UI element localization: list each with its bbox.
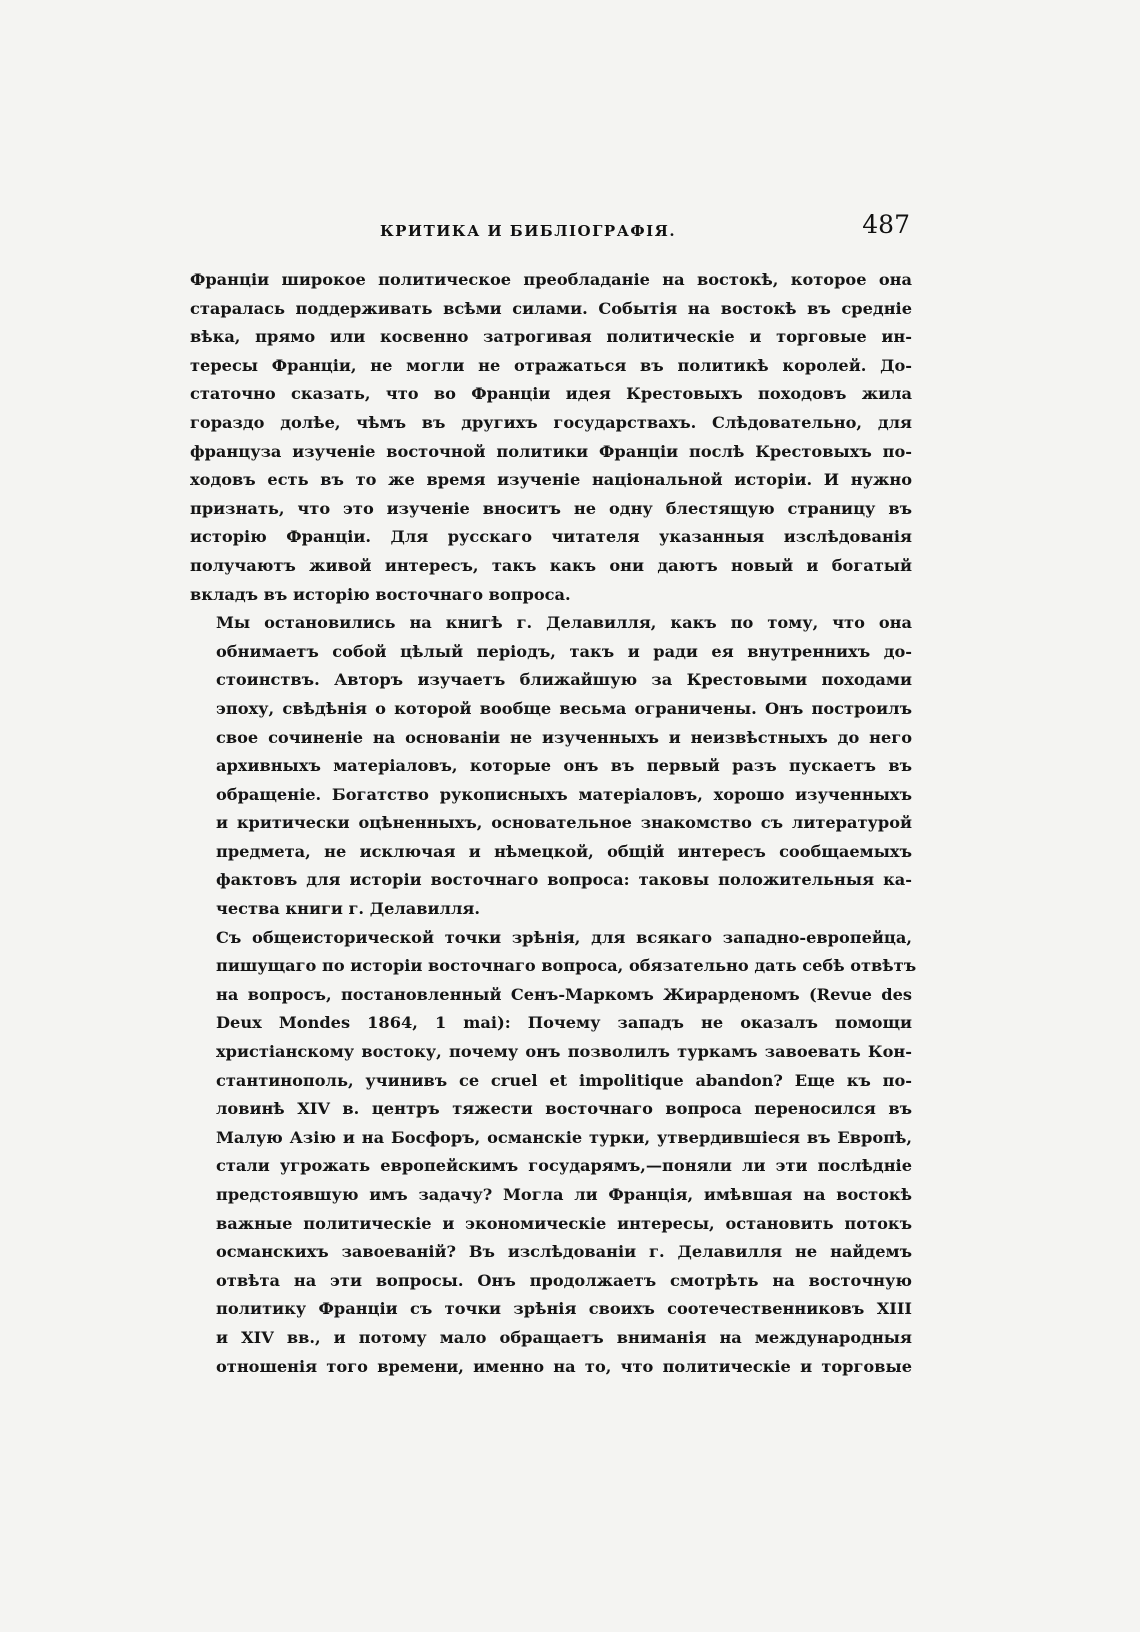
text-line: христіанскому востоку, почему онъ позволилъ туркамъ завоевать Кон- [216, 1042, 912, 1062]
text-line: на вопросъ, постановленный Сенъ-Маркомъ Жирарденомъ (Revue des [216, 984, 912, 1004]
text-line: обращеніе. Богатство рукописныхъ матеріаловъ, хорошо изученныхъ [216, 784, 912, 804]
text-line: османскихъ завоеваній? Въ изслѣдованіи г. Делавилля не найдемъ [216, 1242, 912, 1262]
text-line: отношенія того времени, именно на то, что политическіе и торговые [216, 1356, 912, 1376]
text-line: Мы остановились на книгѣ г. Делавилля, какъ по тому, что она [216, 613, 912, 633]
text-line: отвѣта на эти вопросы. Онъ продолжаетъ смотрѣть на восточную [216, 1270, 912, 1290]
text-line: тересы Франціи, не могли не отражаться въ политикѣ королей. До- [190, 355, 912, 375]
text-line: исторію Франціи. Для русскаго читателя указанныя изслѣдованія [190, 527, 912, 547]
page-number: 487 [862, 210, 910, 239]
text-line: стоинствъ. Авторъ изучаетъ ближайшую за Крестовыми походами [216, 670, 912, 690]
text-line: вкладъ въ исторію восточнаго вопроса. [190, 584, 571, 604]
text-line: предмета, не исключая и нѣмецкой, общій интересъ сообщаемыхъ [216, 841, 912, 861]
text-line: Малую Азію и на Босфоръ, османскіе турки, утвердившіеся въ Европѣ, [216, 1127, 912, 1147]
text-line: Deux Mondes 1864, 1 mai): Почему западъ не оказалъ помощи [216, 1013, 912, 1033]
text-line: архивныхъ матеріаловъ, которые онъ въ первый разъ пускаетъ въ [216, 756, 912, 776]
text-line: статочно сказать, что во Франціи идея Крестовыхъ походовъ жила [190, 384, 912, 404]
text-line: предстоявшую имъ задачу? Могла ли Франція, имѣвшая на востокѣ [216, 1185, 912, 1204]
text-line: свое сочиненіе на основаніи не изученныхъ и неизвѣстныхъ до него [216, 727, 912, 747]
paragraph-2 [190, 609, 912, 924]
text-line: пишущаго по исторіи восточнаго вопроса, обязательно дать себѣ отвѣтъ [216, 956, 917, 976]
text-line: Съ общеисторической точки зрѣнія, для всякаго западно-европейца, [216, 927, 912, 947]
text-line: получаютъ живой интересъ, такъ какъ они даютъ новый и богатый [190, 555, 912, 575]
paragraph-1 [190, 266, 912, 609]
text-line: и XIV вв., и потому мало обращаетъ вниманія на международныя [216, 1327, 912, 1347]
text-line: обнимаетъ собой цѣлый періодъ, такъ и ради ея внутреннихъ до- [216, 641, 912, 661]
text-line: Франціи широкое политическое преобладаніе на востокѣ, которое она [190, 270, 912, 289]
text-line: француза изученіе восточной политики Франціи послѣ Крестовыхъ по- [190, 441, 912, 461]
text-line: стали угрожать европейскимъ государямъ,—поняли ли эти послѣдніе [216, 1156, 912, 1176]
text-line: чества книги г. Делавилля. [216, 899, 480, 919]
text-line: стантинополь, учинивъ ce cruel et impolitique abandon? Еще къ по- [216, 1070, 912, 1090]
text-line: эпоху, свѣдѣнія о которой вообще весьма ограничены. Онъ построилъ [216, 698, 912, 718]
text-line: гораздо долѣе, чѣмъ въ другихъ государствахъ. Слѣдовательно, для [190, 412, 912, 432]
text-line: признать, что это изученіе вноситъ не одну блестящую страницу въ [190, 498, 912, 518]
body-text [190, 266, 917, 1381]
text-line: ловинѣ XIV в. центръ тяжести восточнаго вопроса переносился въ [216, 1099, 912, 1119]
text-line: вѣка, прямо или косвенно затрогивая политическіе и торговые ин- [190, 327, 912, 347]
text-line: и критически оцѣненныхъ, основательное знакомство съ литературой [216, 813, 912, 833]
text-line: ходовъ есть въ то же время изученіе національной исторіи. И нужно [190, 470, 912, 490]
page-header [190, 208, 910, 248]
text-line: фактовъ для исторіи восточнаго вопроса: таковы положительныя ка- [216, 870, 912, 890]
text-line: важные политическіе и экономическіе интересы, остановить потокъ [216, 1213, 912, 1233]
paragraph-3 [190, 924, 917, 1382]
text-line: старалась поддерживать всѣми силами. Событія на востокѣ въ средніе [190, 298, 912, 318]
running-head: КРИТИКА И БИБЛІОГРАФІЯ. [380, 222, 677, 240]
text-line: политику Франціи съ точки зрѣнія своихъ соотечественниковъ XIII [216, 1299, 912, 1319]
